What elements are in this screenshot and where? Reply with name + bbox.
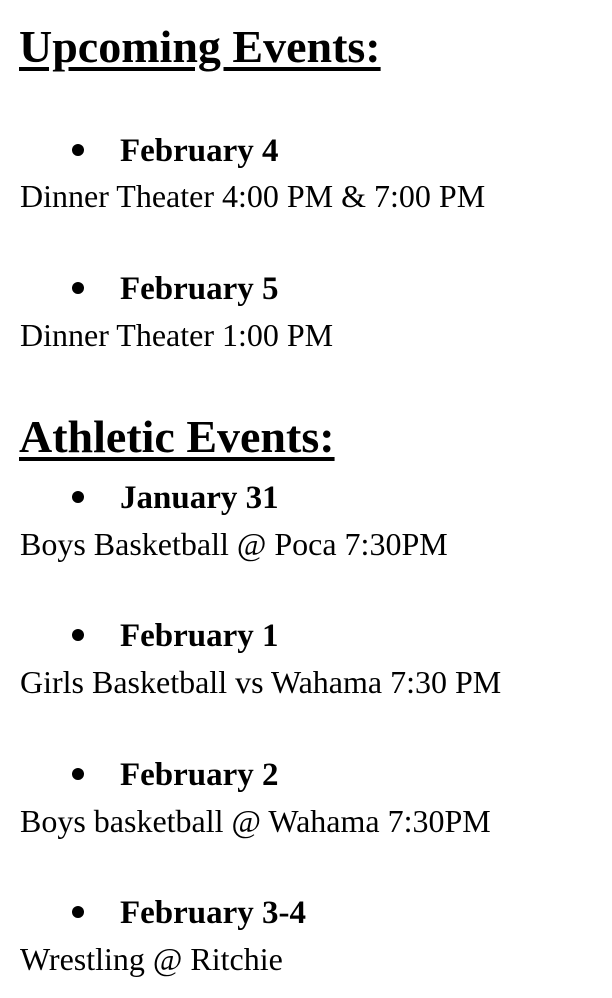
event-date: February 4: [120, 133, 279, 169]
list-item-date: [72, 482, 279, 515]
event-description: Dinner Theater 1:00 PM: [20, 317, 334, 353]
event-description: Wrestling @ Ritchie: [20, 941, 283, 977]
event-description: Boys Basketball @ Poca 7:30PM: [20, 526, 448, 562]
list-item-date: [72, 897, 306, 930]
list-item-date: [72, 620, 279, 653]
bullet-icon: [72, 144, 84, 156]
bullet-icon: [72, 282, 84, 294]
event-description: Girls Basketball vs Wahama 7:30 PM: [20, 664, 502, 700]
event-date: January 31: [120, 480, 279, 516]
bullet-icon: [72, 491, 84, 503]
event-description: Dinner Theater 4:00 PM & 7:00 PM: [20, 178, 486, 214]
bullet-icon: [72, 629, 84, 641]
event-date: February 2: [120, 757, 279, 793]
event-date: February 3-4: [120, 895, 307, 931]
event-description: Boys basketball @ Wahama 7:30PM: [20, 803, 491, 839]
list-item-date: [72, 135, 279, 168]
event-date: February 1: [120, 618, 279, 654]
athletic-events-heading: Athletic Events:: [19, 411, 335, 462]
list-item-date: [72, 759, 279, 792]
list-item-date: [72, 273, 279, 306]
bullet-icon: [72, 768, 84, 780]
event-date: February 5: [120, 271, 279, 307]
bullet-icon: [72, 906, 84, 918]
upcoming-events-heading: Upcoming Events:: [19, 21, 381, 72]
